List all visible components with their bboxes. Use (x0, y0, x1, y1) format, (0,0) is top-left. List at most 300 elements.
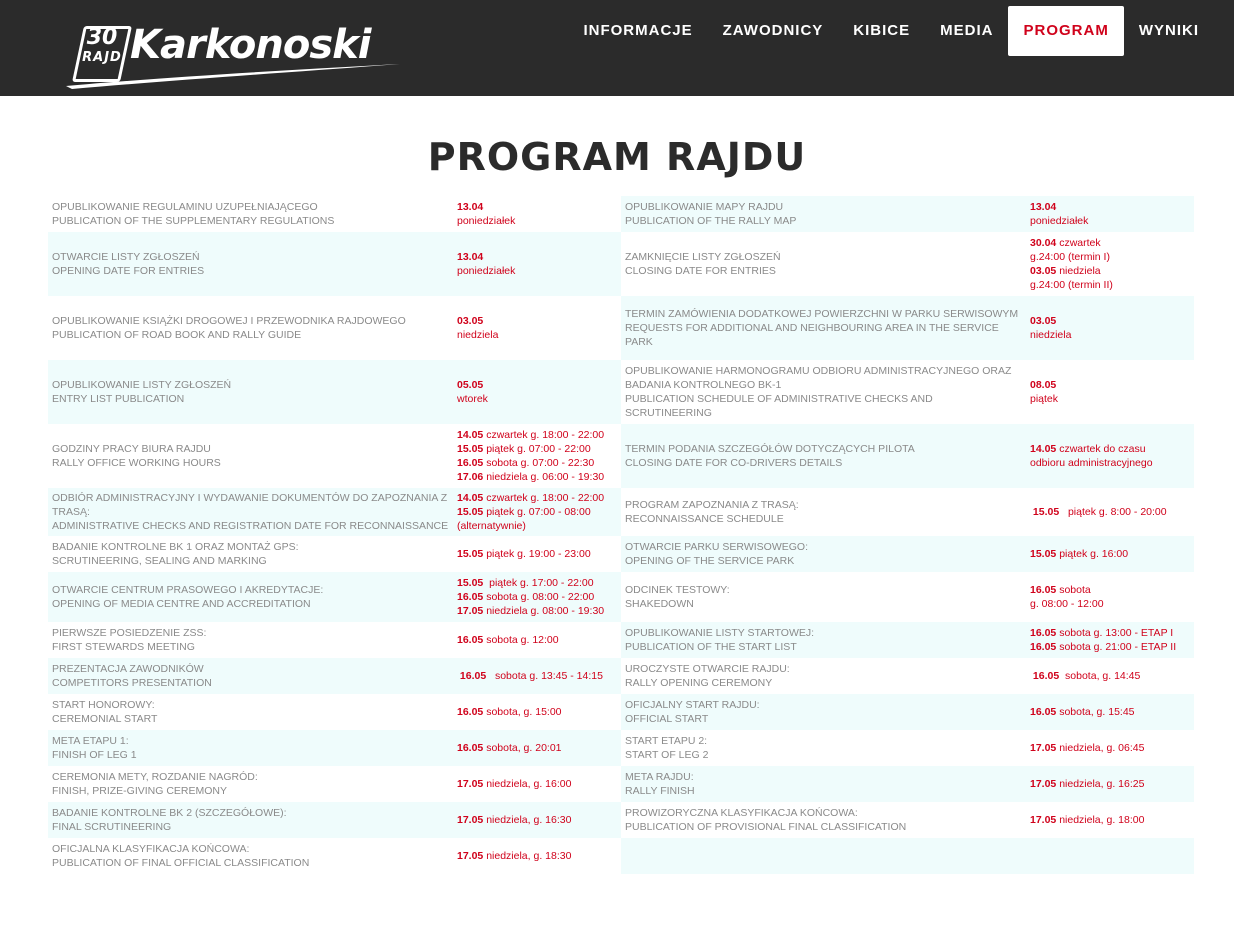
date-detail: niedziela (457, 329, 499, 341)
schedule-entry (48, 766, 621, 802)
date-line (457, 633, 617, 647)
event-name (48, 804, 453, 836)
date-line (1030, 626, 1190, 640)
date-value: 15.05 (457, 577, 484, 589)
schedule-entry (621, 694, 1194, 730)
date-detail: czwartek g. 18:00 - 22:00 (483, 429, 605, 441)
date-line (457, 328, 617, 342)
site-header (0, 0, 1234, 96)
event-name (621, 538, 1026, 570)
event-name-en: FINAL SCRUTINEERING (52, 821, 172, 833)
event-date (453, 739, 621, 757)
event-date (1026, 312, 1194, 344)
event-name (48, 248, 453, 280)
table-row (48, 232, 1194, 296)
event-name-pl: PROGRAM ZAPOZNANIA Z TRASĄ: (625, 499, 799, 511)
date-line (1030, 264, 1190, 278)
date-value: 16.05 (1030, 670, 1060, 682)
table-row (48, 424, 1194, 488)
event-date (453, 489, 621, 535)
event-name-en: PUBLICATION OF THE SUPPLEMENTARY REGULATIONS (52, 215, 335, 227)
event-name-en: START OF LEG 2 (625, 749, 709, 761)
date-detail: sobota g. 07:00 - 22:30 (483, 457, 595, 469)
event-date (453, 426, 621, 486)
event-name (621, 624, 1026, 656)
date-value: 16.05 (457, 706, 484, 718)
date-detail: sobota, g. 15:45 (1056, 706, 1135, 718)
date-value: 03.05 (1030, 265, 1057, 277)
date-value: 03.05 (1030, 315, 1057, 327)
date-detail: niedziela, g. 16:00 (483, 778, 572, 790)
date-line (457, 470, 617, 484)
date-detail: (alternatywnie) (457, 520, 526, 532)
date-value: 17.05 (457, 605, 484, 617)
date-line (1030, 505, 1190, 519)
table-row (48, 802, 1194, 838)
event-name (48, 376, 453, 408)
date-line (457, 547, 617, 561)
date-value: 30.04 (1030, 237, 1057, 249)
date-detail: sobota, g. 14:45 (1059, 670, 1141, 682)
schedule-entry (621, 572, 1194, 622)
schedule-entry (48, 232, 621, 296)
event-name-en: ADMINISTRATIVE CHECKS AND REGISTRATION DATE FOR RECONNAISSANCE (52, 520, 449, 532)
date-detail: wtorek (457, 393, 488, 405)
event-name-en: PUBLICATION OF THE START LIST (625, 641, 797, 653)
event-name-pl: ZAMKNIĘCIE LISTY ZGŁOSZEŃ (625, 251, 781, 263)
page-title: PROGRAM RAJDU (427, 135, 807, 179)
event-name-pl: ODCINEK TESTOWY: (625, 584, 730, 596)
event-date (453, 376, 621, 408)
date-line (1030, 705, 1190, 719)
date-value: 16.05 (457, 670, 487, 682)
event-name (621, 768, 1026, 800)
date-line (1030, 392, 1190, 406)
nav-item-media[interactable]: MEDIA (940, 22, 994, 39)
event-name (621, 305, 1026, 351)
event-name (621, 496, 1026, 528)
event-date (1026, 811, 1194, 829)
event-name (48, 732, 453, 764)
schedule-entry (48, 196, 621, 232)
date-line (457, 590, 617, 604)
logo-number: 30 (86, 25, 118, 50)
event-date (453, 775, 621, 793)
date-line (457, 705, 617, 719)
schedule-entry (48, 802, 621, 838)
schedule-entry (621, 766, 1194, 802)
date-value: 05.05 (457, 379, 484, 391)
date-detail: niedziela, g. 06:45 (1056, 742, 1145, 754)
date-detail: piątek g. 07:00 - 08:00 (483, 506, 591, 518)
date-detail: czwartek (1056, 237, 1101, 249)
date-line (1030, 597, 1190, 611)
event-name-pl: TERMIN PODANIA SZCZEGÓŁÓW DOTYCZĄCYCH PILOTA (625, 443, 915, 455)
event-name-pl: META RAJDU: (625, 771, 694, 783)
event-name (621, 732, 1026, 764)
event-name-pl: OFICJALNA KLASYFIKACJA KOŃCOWA: (52, 843, 250, 855)
date-value: 16.05 (457, 591, 484, 603)
date-detail: niedziela, g. 16:30 (483, 814, 572, 826)
event-name-pl: BADANIE KONTROLNE BK 1 ORAZ MONTAŻ GPS: (52, 541, 299, 553)
schedule-entry (48, 536, 621, 572)
event-name-pl: OPUBLIKOWANIE LISTY ZGŁOSZEŃ (52, 379, 232, 391)
event-name-en: CLOSING DATE FOR ENTRIES (625, 265, 776, 277)
event-name-pl: PIERWSZE POSIEDZENIE ZSS: (52, 627, 207, 639)
date-detail: piątek (1030, 393, 1059, 405)
event-date (1026, 545, 1194, 563)
event-name-pl: OTWARCIE CENTRUM PRASOWEGO I AKREDYTACJE: (52, 584, 324, 596)
date-line (1030, 250, 1190, 264)
event-date (1026, 667, 1194, 685)
date-detail: niedziela, g. 18:30 (483, 850, 572, 862)
event-name (48, 581, 453, 613)
event-name (621, 581, 1026, 613)
date-line (457, 200, 617, 214)
date-detail: sobota g. 13:00 - ETAP I (1056, 627, 1174, 639)
table-row (48, 296, 1194, 360)
schedule-entry (48, 694, 621, 730)
date-detail: sobota g. 08:00 - 22:00 (483, 591, 595, 603)
table-row (48, 360, 1194, 424)
event-name-en: RALLY OFFICE WORKING HOURS (52, 457, 221, 469)
event-name-en: FIRST STEWARDS MEETING (52, 641, 195, 653)
date-detail: sobota (1056, 584, 1091, 596)
nav-item-program[interactable]: PROGRAM (1008, 6, 1123, 56)
date-value: 17.05 (1030, 742, 1057, 754)
date-line (457, 777, 617, 791)
event-date (453, 847, 621, 865)
schedule-entry (621, 622, 1194, 658)
event-name (48, 696, 453, 728)
event-date (1026, 503, 1194, 521)
schedule-entry (621, 802, 1194, 838)
date-line (457, 250, 617, 264)
schedule-entry (621, 360, 1194, 424)
date-value: 16.05 (1030, 627, 1057, 639)
date-line (1030, 236, 1190, 250)
date-line (457, 392, 617, 406)
table-row (48, 488, 1194, 536)
event-name (48, 312, 453, 344)
date-line (457, 214, 617, 228)
table-row (48, 196, 1194, 232)
event-name-en: COMPETITORS PRESENTATION (52, 677, 212, 689)
date-detail: czwartek do czasu (1056, 443, 1146, 455)
event-date (1026, 581, 1194, 613)
date-line (1030, 547, 1190, 561)
date-value: 17.05 (457, 778, 484, 790)
event-name-en: PUBLICATION SCHEDULE OF ADMINISTRATIVE CHECKS AND SCRUTINEERING (625, 393, 933, 419)
event-date (453, 631, 621, 649)
date-detail: piątek g. 17:00 - 22:00 (483, 577, 594, 589)
logo-name: Karkonoski (130, 22, 371, 68)
table-row (48, 622, 1194, 658)
schedule-entry (48, 424, 621, 488)
schedule-entry (48, 296, 621, 360)
event-name-pl: OPUBLIKOWANIE HARMONOGRAMU ODBIORU ADMINISTRACYJNEGO ORAZ BADANIA KONTROLNEGO BK-1 (625, 365, 1012, 391)
event-name (621, 854, 1026, 858)
event-name (48, 198, 453, 230)
event-name (621, 198, 1026, 230)
date-value: 17.05 (457, 814, 484, 826)
date-line (457, 669, 617, 683)
event-name-pl: OPUBLIKOWANIE LISTY STARTOWEJ: (625, 627, 815, 639)
event-name-pl: META ETAPU 1: (52, 735, 129, 747)
schedule-entry (621, 296, 1194, 360)
date-value: 15.05 (457, 506, 484, 518)
date-value: 15.05 (1030, 548, 1057, 560)
event-date (453, 312, 621, 344)
event-name (621, 248, 1026, 280)
date-detail: niedziela g. 06:00 - 19:30 (483, 471, 605, 483)
date-detail: niedziela, g. 18:00 (1056, 814, 1145, 826)
date-line (1030, 583, 1190, 597)
event-name-en: OPENING OF THE SERVICE PARK (625, 555, 795, 567)
event-date (1026, 234, 1194, 294)
date-line (1030, 813, 1190, 827)
date-detail: piątek g. 16:00 (1056, 548, 1129, 560)
date-line (1030, 669, 1190, 683)
date-line (457, 456, 617, 470)
date-detail: piątek g. 07:00 - 22:00 (483, 443, 591, 455)
schedule-entry (48, 730, 621, 766)
table-row (48, 730, 1194, 766)
date-detail: niedziela (1030, 329, 1072, 341)
event-name-en: OPENING DATE FOR ENTRIES (52, 265, 205, 277)
table-row (48, 572, 1194, 622)
date-line (1030, 328, 1190, 342)
event-name-en: PUBLICATION OF FINAL OFFICIAL CLASSIFICATION (52, 857, 310, 869)
event-name-en: PUBLICATION OF THE RALLY MAP (625, 215, 797, 227)
date-line (1030, 640, 1190, 654)
date-value: 17.05 (1030, 814, 1057, 826)
date-value: 15.05 (457, 548, 484, 560)
date-line (457, 849, 617, 863)
event-name-pl: GODZINY PRACY BIURA RAJDU (52, 443, 211, 455)
event-date (453, 198, 621, 230)
schedule-entry (48, 658, 621, 694)
date-detail: piątek g. 19:00 - 23:00 (483, 548, 591, 560)
event-name (621, 804, 1026, 836)
schedule-entry (621, 424, 1194, 488)
date-detail: poniedziałek (1030, 215, 1089, 227)
event-name-pl: PREZENTACJA ZAWODNIKÓW (52, 663, 204, 675)
event-date (1026, 739, 1194, 757)
date-line (1030, 777, 1190, 791)
logo-prefix: RAJD (82, 50, 122, 65)
table-row (48, 694, 1194, 730)
date-detail: piątek g. 8:00 - 20:00 (1059, 506, 1167, 518)
date-detail: sobota, g. 20:01 (483, 742, 562, 754)
schedule-entry (621, 488, 1194, 536)
schedule-table (48, 196, 1194, 874)
main-nav (568, 6, 1214, 56)
date-detail: odbioru administracyjnego (1030, 457, 1153, 469)
date-detail: poniedziałek (457, 215, 516, 227)
event-name-pl: START HONOROWY: (52, 699, 155, 711)
date-value: 13.04 (457, 201, 484, 213)
date-detail: niedziela, g. 16:25 (1056, 778, 1145, 790)
schedule-entry (621, 196, 1194, 232)
event-name-en: OPENING OF MEDIA CENTRE AND ACCREDITATION (52, 598, 311, 610)
date-line (457, 264, 617, 278)
date-line (1030, 278, 1190, 292)
event-name-en: SCRUTINEERING, SEALING AND MARKING (52, 555, 267, 567)
date-value: 16.05 (1030, 706, 1057, 718)
event-name (48, 624, 453, 656)
schedule-entry (621, 730, 1194, 766)
date-detail: poniedziałek (457, 265, 516, 277)
date-line (457, 378, 617, 392)
date-line (457, 505, 617, 519)
date-line (1030, 456, 1190, 470)
date-detail: g. 08:00 - 12:00 (1030, 598, 1104, 610)
event-date (453, 574, 621, 620)
date-line (457, 491, 617, 505)
event-name-pl: OTWARCIE PARKU SERWISOWEGO: (625, 541, 808, 553)
date-value: 17.05 (1030, 778, 1057, 790)
event-name-en: PUBLICATION OF ROAD BOOK AND RALLY GUIDE (52, 329, 302, 341)
date-value: 14.05 (1030, 443, 1057, 455)
event-name-pl: START ETAPU 2: (625, 735, 708, 747)
event-name (621, 660, 1026, 692)
event-date (453, 248, 621, 280)
date-line (1030, 314, 1190, 328)
nav-item-zawodnicy[interactable]: ZAWODNICY (722, 22, 824, 39)
event-name-en: RALLY FINISH (625, 785, 695, 797)
date-line (457, 576, 617, 590)
date-line (457, 428, 617, 442)
date-line (457, 314, 617, 328)
date-value: 16.05 (1030, 641, 1057, 653)
logo-swoosh-icon (64, 58, 404, 90)
schedule-entry (621, 838, 1194, 874)
table-row (48, 658, 1194, 694)
event-name-pl: OTWARCIE LISTY ZGŁOSZEŃ (52, 251, 200, 263)
date-line (457, 604, 617, 618)
date-line (1030, 442, 1190, 456)
schedule-entry (621, 536, 1194, 572)
event-name (48, 489, 453, 535)
event-name (48, 660, 453, 692)
event-name-en: CEREMONIAL START (52, 713, 158, 725)
date-value: 16.05 (457, 457, 484, 469)
date-detail: sobota g. 21:00 - ETAP II (1056, 641, 1177, 653)
nav-item-wyniki[interactable]: WYNIKI (1138, 22, 1199, 39)
event-date (1026, 854, 1194, 858)
date-value: 14.05 (457, 492, 484, 504)
event-name-en: ENTRY LIST PUBLICATION (52, 393, 185, 405)
event-date (1026, 376, 1194, 408)
date-detail: sobota g. 13:45 - 14:15 (486, 670, 603, 682)
schedule-entry (48, 488, 621, 536)
nav-item-informacje[interactable]: INFORMACJE (583, 22, 693, 39)
schedule-entry (48, 360, 621, 424)
event-name-en: CLOSING DATE FOR CO-DRIVERS DETAILS (625, 457, 843, 469)
event-name-pl: PROWIZORYCZNA KLASYFIKACJA KOŃCOWA: (625, 807, 858, 819)
table-row (48, 536, 1194, 572)
schedule-entry (48, 838, 621, 874)
event-name-pl: OFICJALNY START RAJDU: (625, 699, 760, 711)
event-name (621, 696, 1026, 728)
event-date (453, 667, 621, 685)
date-value: 16.05 (457, 634, 484, 646)
event-name (621, 440, 1026, 472)
event-name-pl: UROCZYSTE OTWARCIE RAJDU: (625, 663, 790, 675)
date-line (1030, 200, 1190, 214)
event-name (48, 840, 453, 872)
schedule-entry (48, 622, 621, 658)
date-line (1030, 378, 1190, 392)
event-name-pl: OPUBLIKOWANIE MAPY RAJDU (625, 201, 784, 213)
date-value: 14.05 (457, 429, 484, 441)
event-date (1026, 440, 1194, 472)
date-detail: sobota g. 12:00 (483, 634, 559, 646)
date-line (457, 442, 617, 456)
event-name-pl: OPUBLIKOWANIE KSIĄŻKI DROGOWEJ I PRZEWODNIKA RAJDOWEGO (52, 315, 406, 327)
date-line (1030, 741, 1190, 755)
schedule-entry (48, 572, 621, 622)
event-date (453, 811, 621, 829)
date-value: 16.05 (1030, 584, 1057, 596)
event-name-en: REQUESTS FOR ADDITIONAL AND NEIGHBOURING AREA IN THE SERVICE PARK (625, 322, 999, 348)
date-detail: g.24:00 (termin II) (1030, 279, 1113, 291)
date-line (457, 519, 617, 533)
date-detail: sobota, g. 15:00 (483, 706, 562, 718)
date-value: 15.05 (1030, 506, 1060, 518)
event-date (1026, 775, 1194, 793)
date-line (457, 813, 617, 827)
event-date (453, 703, 621, 721)
event-name-en: FINISH, PRIZE-GIVING CEREMONY (52, 785, 228, 797)
event-name (48, 538, 453, 570)
date-value: 13.04 (1030, 201, 1057, 213)
table-row (48, 766, 1194, 802)
rally-logo[interactable] (64, 20, 404, 90)
event-name-pl: TERMIN ZAMÓWIENIA DODATKOWEJ POWIERZCHNI W PARKU SERWISOWYM (625, 308, 1019, 320)
date-value: 03.05 (457, 315, 484, 327)
date-value: 15.05 (457, 443, 484, 455)
event-name-pl: CEREMONIA METY, ROZDANIE NAGRÓD: (52, 771, 258, 783)
nav-item-kibice[interactable]: KIBICE (853, 22, 911, 39)
date-value: 08.05 (1030, 379, 1057, 391)
event-name (48, 440, 453, 472)
event-name-en: FINISH OF LEG 1 (52, 749, 137, 761)
date-detail: niedziela (1056, 265, 1101, 277)
event-name-en: RALLY OPENING CEREMONY (625, 677, 773, 689)
table-row (48, 838, 1194, 874)
event-name-pl: BADANIE KONTROLNE BK 2 (SZCZEGÓŁOWE): (52, 807, 287, 819)
event-date (453, 545, 621, 563)
event-name-pl: OPUBLIKOWANIE REGULAMINU UZUPEŁNIAJĄCEGO (52, 201, 318, 213)
event-name-en: RECONNAISSANCE SCHEDULE (625, 513, 784, 525)
date-value: 17.05 (457, 850, 484, 862)
date-line (457, 741, 617, 755)
event-name-en: OFFICIAL START (625, 713, 709, 725)
event-date (1026, 624, 1194, 656)
event-date (1026, 703, 1194, 721)
date-value: 13.04 (457, 251, 484, 263)
date-detail: czwartek g. 18:00 - 22:00 (483, 492, 605, 504)
event-name-pl: ODBIÓR ADMINISTRACYJNY I WYDAWANIE DOKUMENTÓW DO ZAPOZNANIA Z TRASĄ: (52, 492, 448, 518)
event-date (1026, 198, 1194, 230)
date-value: 17.06 (457, 471, 484, 483)
event-name (48, 768, 453, 800)
schedule-entry (621, 232, 1194, 296)
schedule-entry (621, 658, 1194, 694)
event-name-en: SHAKEDOWN (625, 598, 694, 610)
